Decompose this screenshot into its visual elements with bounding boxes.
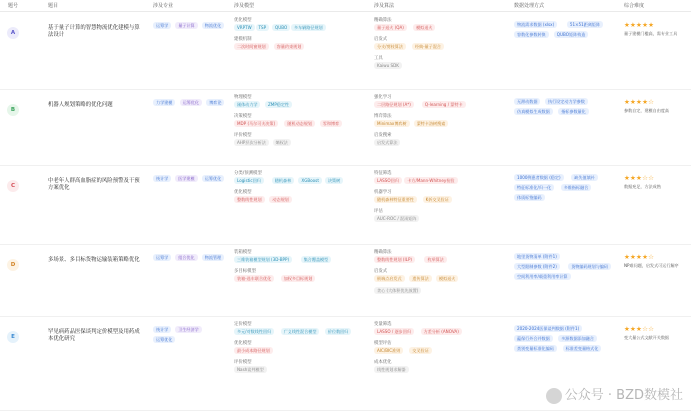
data-processing-tag: 特征标准化/归一化	[514, 184, 554, 191]
data-processing-tag: 空间利用率/载重利用率计算	[514, 273, 571, 280]
difficulty-note: 参数自定，建模自由度高	[624, 108, 670, 113]
major-tag: 运筹优化	[180, 99, 202, 106]
model-tag: 多车辆路径规划	[291, 24, 326, 31]
difficulty-note: 数据充足，方法成熟	[624, 184, 661, 189]
major-tag: 卫生经济学	[175, 326, 201, 333]
difficulty-stars: ★★★☆☆	[624, 325, 655, 333]
algorithm-group-label: 评估	[374, 209, 383, 214]
algorithm-tag: 模拟退火	[436, 275, 458, 282]
model-tag: 最小成本路径规划	[234, 347, 273, 354]
data-processing-tag: 货物编码规划与编码	[568, 263, 611, 270]
algorithm-tag: 遗传算法	[409, 275, 431, 282]
major-tag: 统计学	[153, 326, 171, 333]
algorithm-group-label: 模型评估	[374, 341, 392, 346]
difficulty-note: NP难问题，启发式可运行解序	[624, 263, 679, 268]
model-tag: AHP层次分析法	[234, 139, 269, 146]
major-tag: 运筹优化	[153, 336, 175, 343]
model-group-label: 决策模型	[234, 114, 252, 119]
data-processing-tag: 1000例患者数据 (稳定)	[514, 174, 564, 181]
major-tag: 量子计算	[175, 22, 197, 29]
model-tag: Nash谈判模型	[234, 366, 267, 373]
algorithm-tag: K折交叉验证	[423, 196, 452, 203]
data-processing-tag: 缺失值填补	[571, 174, 597, 181]
model-tag: 刚体动力学	[234, 101, 260, 108]
data-processing-tag: 容数化参数转换	[514, 31, 549, 38]
header-majors: 涉及专业	[153, 3, 174, 9]
model-group-label: 物理模型	[234, 95, 252, 100]
algorithm-group-label: 强化学习	[374, 95, 392, 100]
data-processing-tag: 大型限制参数 (附件2)	[514, 263, 560, 270]
major-tag: 统计学	[153, 175, 171, 182]
major-tag: 医学建模	[175, 175, 197, 182]
model-tag: MDP (马尔可夫决策)	[234, 120, 278, 127]
data-processing-tag: 地里货物清单 (附件1)	[514, 253, 560, 260]
wechat-logo-icon	[546, 388, 562, 404]
algorithm-tag: 枚举算法	[424, 256, 446, 263]
algorithm-tag: 量子退火 (QA)	[374, 24, 407, 31]
model-tag: ZMP稳定性	[265, 101, 292, 108]
difficulty-stars: ★★★★☆	[624, 98, 655, 106]
row-id-badge: A	[7, 27, 19, 39]
algorithm-tag: 二层路径规划 (A*)	[374, 101, 414, 108]
data-processing-tag: 51×51距离矩阵	[567, 21, 603, 28]
model-tag: 集合覆盖模型	[301, 256, 332, 263]
model-group-label: 优化模型	[234, 341, 252, 346]
algorithm-tag: 贪心 (大体积优先放置)	[374, 287, 421, 294]
model-tag: 装箱-选车联合优化	[234, 275, 274, 282]
row-id-badge: C	[7, 180, 19, 192]
algorithm-tag: LASSO / 逐步回归	[374, 328, 414, 335]
row-id-badge: D	[7, 259, 19, 271]
algorithm-group-label: 成本优化	[374, 360, 392, 365]
header-models: 涉及模型	[234, 3, 255, 9]
table-header	[0, 0, 691, 12]
table-row	[0, 166, 691, 245]
model-tag: 随机动态规划	[284, 120, 315, 127]
major-tag: 物流优化	[202, 22, 224, 29]
model-tag: 决策树	[325, 177, 343, 184]
algorithm-tag: 交叉验证	[409, 347, 431, 354]
table-row	[0, 90, 691, 166]
model-group-label: 定价模型	[234, 322, 252, 327]
algorithm-tag: 卡方/Mann-Whitney检验	[404, 177, 457, 184]
algorithm-group-label: 工具	[374, 56, 383, 61]
model-tag: 三维装箱模型规划 (3D-BPP)	[234, 256, 292, 263]
algorithm-group-label: 机器学习	[374, 190, 392, 195]
algorithm-tag: 蒙特卡洛树搜索	[414, 120, 449, 127]
algorithm-group-label: 启发式	[374, 269, 388, 274]
model-tag: 价位数回归	[325, 328, 351, 335]
major-tag: 运筹学	[153, 22, 171, 29]
model-tag: 容量约束规划	[274, 43, 305, 50]
data-processing-tag: QUBO矩阵构造	[554, 31, 589, 38]
header-data: 数据处理方式	[514, 3, 545, 9]
model-tag: 广义线性混合模型	[281, 328, 320, 335]
algorithm-group-label: 启发式	[374, 37, 388, 42]
algorithm-tag: AIC/BIC准则	[374, 347, 403, 354]
algorithm-tag: Minimax博弈树	[374, 120, 410, 127]
model-group-label: 评价模型	[234, 133, 252, 138]
header-difficulty: 综合难度	[624, 3, 645, 9]
watermark: 公众号 · BZD数模社	[564, 388, 683, 403]
model-group-label: 多目标模型	[234, 269, 256, 274]
model-group-label: 优化模型	[234, 18, 252, 23]
data-processing-tag: 标准差变量格式化	[563, 345, 602, 352]
major-tag: 力学建模	[153, 99, 175, 106]
problem-title: 多场景、多目标货物运输装箱策略优化	[48, 257, 140, 263]
major-tag: 运筹优化	[202, 175, 224, 182]
problem-title: 机器人规划策略的优化问题	[48, 102, 113, 108]
model-group-label: 装箱模型	[234, 250, 252, 255]
data-processing-tag: 物流需求数据 (xlsx)	[514, 21, 557, 28]
model-group-label: 评价模型	[234, 360, 252, 365]
model-tag: VRPTW	[234, 24, 255, 31]
header-algos: 涉及算法	[374, 3, 395, 9]
algorithm-tag: 线性规划求解器	[374, 366, 409, 373]
table-row	[0, 13, 691, 90]
data-processing-tag: 执行设定动力学参数	[545, 98, 588, 105]
data-processing-tag: 体质标签编码	[514, 194, 545, 201]
algorithm-tag: 整数线性规划 (ILP)	[374, 256, 415, 263]
model-tag: 零和博弈	[320, 120, 342, 127]
algorithm-tag: 随机森林特征重要性	[374, 196, 417, 203]
model-tag: 整数线性规划	[234, 196, 265, 203]
algorithm-group-label: 博弈算法	[374, 114, 392, 119]
problem-title: 罕见病药品医保谈判定价模型及用药成本优化研究	[48, 329, 140, 342]
model-tag: XGBoost	[298, 177, 322, 184]
difficulty-note: 量子建模门槛高，需专业工具	[624, 31, 678, 36]
problem-title: 基于量子计算的智慧物流优化建模与算法设计	[48, 25, 140, 38]
algorithm-tag: 方差分析 (ANOVA)	[421, 328, 462, 335]
algorithm-group-label: 变量筛选	[374, 322, 392, 327]
model-group-label: 建模机制	[234, 37, 252, 42]
difficulty-note: 变大量公式文献开关数据	[624, 335, 670, 340]
algorithm-group-label: 精确算法	[374, 18, 392, 23]
model-tag: 多元/对数线性回归	[234, 328, 274, 335]
algorithm-tag: AUC-ROC / 混淆矩阵	[374, 215, 419, 222]
data-processing-tag: 仿真模拟生成数据	[514, 108, 553, 115]
model-tag: 二次时间窗规划	[234, 43, 269, 50]
model-tag: 随机森林	[272, 177, 294, 184]
header-title: 题目	[48, 3, 59, 9]
difficulty-stars: ★★★★★	[624, 21, 655, 29]
algorithm-tag: 分支/剪枝算法	[374, 43, 406, 50]
data-processing-tag: 多源数据添加融合	[558, 335, 597, 342]
data-processing-tag: 类别变量标准化编码	[514, 345, 557, 352]
data-processing-tag: 蕴保行外合并数据	[514, 335, 553, 342]
header-id: 题号	[8, 3, 19, 9]
algorithm-tag: 极端点启发式	[374, 275, 405, 282]
data-processing-tag: 多维指标融合	[561, 184, 592, 191]
model-tag: 熵权法	[273, 139, 291, 146]
model-tag: Logistic回归	[234, 177, 264, 184]
major-tag: 博弈论	[206, 99, 224, 106]
algorithm-group-label: 精确算法	[374, 250, 392, 255]
algorithm-tag: 启发式算法	[374, 139, 400, 146]
algorithm-tag: 经典-量子混合	[412, 43, 444, 50]
algorithm-tag: LASSO回归	[374, 177, 402, 184]
data-processing-tag: 指标参数量化	[558, 108, 589, 115]
model-group-label: 分类/预测模型	[234, 171, 262, 176]
algorithm-group-label: 启发搜索	[374, 133, 392, 138]
difficulty-stars: ★★★☆☆	[624, 174, 655, 182]
algorithm-tag: 模拟退火	[413, 24, 435, 31]
data-processing-tag: 2020-2024医保谈判数据 (附件1)	[514, 325, 582, 332]
algorithm-group-label: 特征筛选	[374, 171, 392, 176]
problem-title: 中老年人群高血脂症的风险预警及干预方案优化	[48, 178, 140, 191]
model-group-label: 优化模型	[234, 190, 252, 195]
row-id-badge: B	[7, 104, 19, 116]
table-row	[0, 245, 691, 317]
model-tag: 动态规划	[269, 196, 291, 203]
difficulty-stars: ★★★★☆	[624, 253, 655, 261]
model-tag: TSP	[256, 24, 270, 31]
model-tag: 加权多目标规划	[281, 275, 316, 282]
algorithm-tag: Q-learning / 蒙特卡	[422, 101, 466, 108]
algorithm-tag: Kaiwu SDK	[374, 62, 402, 69]
major-tag: 物流管理	[202, 254, 224, 261]
row-id-badge: E	[7, 331, 19, 343]
model-tag: QUBO	[272, 24, 290, 31]
data-processing-tag: 无滞动数据	[514, 98, 540, 105]
major-tag: 运筹学	[153, 254, 171, 261]
major-tag: 组合优化	[175, 254, 197, 261]
